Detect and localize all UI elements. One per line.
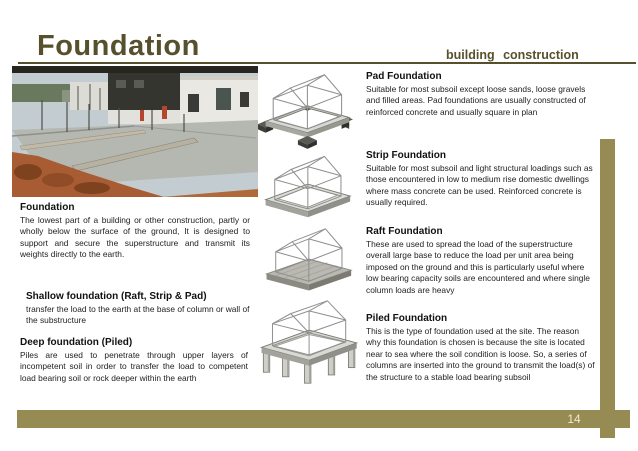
section-strip-foundation xyxy=(366,150,595,209)
header-underline xyxy=(18,62,636,64)
section-deep-foundation xyxy=(20,337,248,384)
section-foundation-definition xyxy=(20,202,250,261)
section-body: Suitable for most subsoil and light structural loadings such as those encountered in low to medium rise domestic dwellings where mass concrete can be used. Reinforced concrete is usually required. xyxy=(366,163,593,208)
strip-foundation-diagram xyxy=(260,148,352,227)
section-body: This is the type of foundation used at the site. The reason why this foundation is chosen is because the site is located near to sea where the soil condition is loose. So, a series of columns are inserted into the ground to transmit the load(s) of the structure to a stable load bearing subsoil xyxy=(366,326,595,382)
section-heading: Raft Foundation xyxy=(366,226,443,237)
right-accent-bar xyxy=(600,139,615,438)
header-course-label: building construction xyxy=(446,48,579,62)
pad-foundation-diagram xyxy=(258,66,353,155)
section-heading: Shallow foundation (Raft, Strip & Pad) xyxy=(26,291,207,302)
section-body: Piles are used to penetrate through upper layers of incompetent soil in order to transfer the load to competent load bearing soil or rock deeper within the earth xyxy=(20,350,248,383)
pad-foundation-icon xyxy=(258,66,353,150)
section-body: transfer the load to the earth at the base of column or wall of the substructure xyxy=(26,304,250,326)
piled-foundation-icon xyxy=(256,296,364,388)
section-heading: Strip Foundation xyxy=(366,150,446,161)
page-number: 14 xyxy=(567,412,581,426)
section-heading: Pad Foundation xyxy=(366,71,442,82)
raft-foundation-diagram xyxy=(261,226,353,301)
section-body: Suitable for most subsoil except loose sands, loose gravels and filled areas. Pad foundations are usually constructed of reinforced concrete and usually square in plan xyxy=(366,84,586,117)
section-body: These are used to spread the load of the superstructure overall large base to reduce the load per unit area being imposed on the ground and this is particularly useful where low bearing capacity soils are encountered and where single column loads are heavy xyxy=(366,239,590,295)
strip-foundation-icon xyxy=(260,148,352,222)
construction-site-photo-art xyxy=(12,66,258,197)
section-raft-foundation xyxy=(366,226,595,296)
section-heading: Piled Foundation xyxy=(366,313,448,324)
section-shallow-foundation xyxy=(26,291,254,327)
section-pad-foundation xyxy=(366,71,595,118)
section-body: The lowest part of a building or other construction, partly or wholly below the surface of the ground, It is designed to support and secure the superstructure and transmit its weights directly to the earth. xyxy=(20,215,250,260)
section-heading: Deep foundation (Piled) xyxy=(20,337,133,348)
footer-bar xyxy=(17,410,630,428)
construction-site-photo xyxy=(12,66,258,197)
section-heading: Foundation xyxy=(20,202,75,213)
raft-foundation-icon xyxy=(261,226,353,296)
piled-foundation-diagram xyxy=(256,296,364,393)
page-title: Foundation xyxy=(37,30,200,62)
section-piled-foundation xyxy=(366,313,595,383)
